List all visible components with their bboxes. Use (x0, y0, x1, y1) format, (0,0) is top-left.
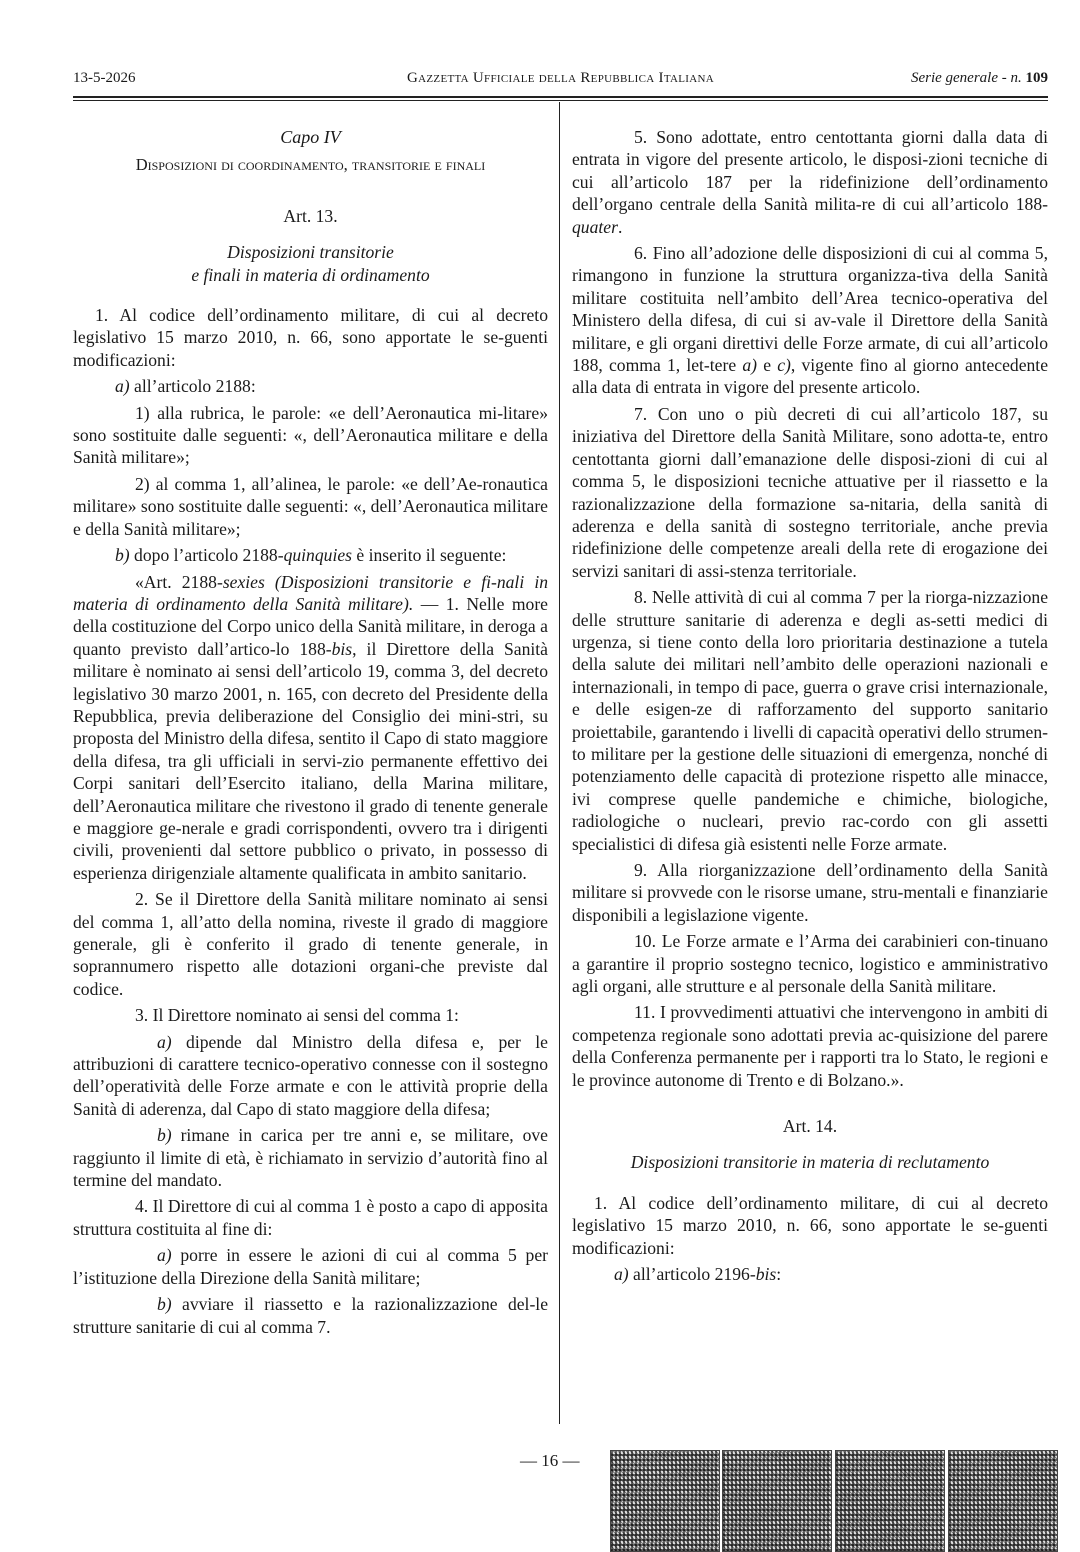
gazette-title: Gazzetta Ufficiale della Repubblica Italiana (407, 70, 714, 86)
paragraph: 1. Al codice dell’ordinamento militare, di cui al decreto legislativo 15 marzo 2010, n. 66, sono apportate le se-guenti modificazioni: (572, 1192, 1048, 1258)
text: . (617, 216, 623, 237)
rubric-line-2: e finali in materia di ordinamento (191, 264, 430, 285)
issue-number: 109 (1025, 70, 1048, 86)
text-italic: quinquies (283, 545, 352, 566)
paragraph: 4. Il Direttore di cui al comma 1 è posto a capo di apposita struttura costituita al fine di: (73, 1196, 548, 1239)
text-italic: bis (755, 1264, 777, 1285)
header-rule-thin (73, 100, 1048, 101)
letter: b) (157, 1125, 172, 1146)
article-14-heading: Art. 14. (782, 1116, 838, 1137)
text: all’articolo 2188: (129, 376, 256, 397)
text: dipende dal Ministro della difesa e, per le attribuzioni di carattere tecnico-operativo connesse con il sostegno dell’operatività delle Forze armate e con le attività proprie della Sanità di aderenza, dal Capo di stato maggiore della difesa; (73, 1031, 548, 1119)
text: avviare il riassetto e la razionalizzazione del-le strutture sanitarie di cui al comma 7. (73, 1294, 548, 1337)
letter: a) (742, 355, 757, 376)
text: porre in essere le azioni di cui al comma 5 per l’istituzione della Direzione della Sanità militare; (73, 1245, 548, 1288)
page-number: — 16 — (520, 1451, 580, 1470)
text: dopo l’articolo 2188- (129, 545, 284, 566)
letter: a) (157, 1245, 172, 1266)
series-label (911, 70, 1048, 87)
text: rimane in carica per tre anni e, se militare, ove raggiunto il limite di età, è richiamato in servizio d’autorità fino al termine del mandato. (73, 1125, 548, 1191)
paragraph: 10. Le Forze armate e l’Arma dei carabinieri con-tinuano a garantire il proprio sostegno tecnico, logistico e amministrativo agli organi, alle strutture e al personale della Sanità militare. (572, 931, 1048, 997)
paragraph: 3. Il Direttore nominato ai sensi del comma 1: (135, 1005, 459, 1026)
paragraph: 1. Al codice dell’ordinamento militare, di cui al decreto legislativo 15 marzo 2010, n. 66, sono apportate le se-guenti modificazioni: (73, 305, 548, 370)
text: 5. Sono adottate, entro centottanta giorni dalla data di entrata in vigore del presente articolo, le disposi-zioni tecniche di cui all’articolo 187 per la ridefinizione dell’ordinamento dell’organo centrale della Sanità milita-re di cui all’articolo 188- (572, 127, 1048, 215)
article-14-rubric: Disposizioni transitorie in materia di reclutamento (630, 1152, 990, 1173)
paragraph: 9. Alla riorganizzazione dell’ordinamento della Sanità militare si provvede con le risorse umane, stru-mentali e finanziarie disponibili a legislazione vigente. (572, 860, 1048, 925)
text: «Art. 2188- (135, 571, 223, 592)
paragraph (73, 544, 548, 566)
paragraph: 2. Se il Direttore della Sanità militare nominato ai sensi del comma 1, all’atto della nomina, riveste il grado di maggiore generale, gli è conferito il grado di tenente generale, in soprannumero rispetto alle dotazioni organi-che previste dal codice. (73, 889, 548, 999)
text: — 1. Nelle more della costituzione del Corpo unico della Sanità militare, in deroga a quanto previsto dall’artico-lo 188- (73, 593, 548, 659)
paragraph (73, 1244, 548, 1289)
letter: b) (115, 545, 130, 566)
letter: a) (157, 1031, 172, 1052)
letter: a) (614, 1264, 629, 1285)
text-italic: quater (572, 216, 618, 237)
paragraph: 11. I provvedimenti attuativi che intervengono in ambiti di competenza regionale sono adottati previa ac-quisizione del parere della Conferenza permanente per i rapporti tra lo Stato, le regioni e le province autonome di Trento e di Bolzano.». (572, 1002, 1048, 1090)
text: all’articolo 2196- (628, 1264, 756, 1285)
text: , il Direttore della Sanità militare è nominato ai sensi dell’articolo 19, comma 3, del decreto legislativo 30 marzo 2001, n. 165, con decreto del Presidente della Repubblica, previa deliberazione del Consiglio dei mini-stri, su proposta del Ministro della difesa, sentito il Capo di stato maggiore della difesa, tra gli ufficiali in servi-zio permanente effettivo dei Corpi sanitari dell’Esercito italiano, della Marina militare, dell’Aeronautica militare che rivestono il grado di tenente generale e maggiore ge-nerale e gradi corrispondenti, ovvero tra i dirigenti civili, provenienti dal settore pubblico o privato, in possesso di esperienza dirigenziale altamente qualificata in ambito sanitario. (73, 638, 548, 883)
header-rule-thick (73, 96, 1048, 98)
text: : (776, 1264, 782, 1285)
chapter-subtitle: Disposizioni di coordinamento, transitorie e finali (135, 155, 486, 175)
datamatrix-code-4 (948, 1450, 1058, 1552)
left-column (73, 126, 548, 1338)
paragraph (572, 242, 1048, 399)
text: è inserito il seguente: (352, 545, 507, 566)
paragraph: 1) alla rubrica, le parole: «e dell’Aeronautica mi-litare» sono sostituite dalle seguenti: «, dell’Aeronautica militare e della Sanità militare»; (73, 402, 548, 468)
gazette-header (73, 70, 1048, 94)
paragraph (572, 1263, 1048, 1285)
text-italic: bis (331, 638, 353, 659)
text: , vigente fino al giorno antecedente alla data di entrata in vigore del presente articolo. (572, 355, 1049, 398)
column-divider (559, 102, 560, 1424)
letter: b) (157, 1294, 172, 1315)
paragraph: 2) al comma 1, all’alinea, le parole: «e dell’Ae-ronautica militare» sono sostituite dalle seguenti: «, dell’Aeronautica militare e della Sanità militare»; (73, 473, 548, 539)
paragraph (73, 1293, 548, 1338)
paragraph (572, 126, 1048, 238)
right-column (572, 126, 1048, 1286)
letter: c) (777, 355, 791, 376)
series-text: Serie generale - n. (910, 70, 1022, 86)
article-13-rubric (73, 241, 548, 286)
datamatrix-code-3 (835, 1450, 945, 1552)
article-13-heading: Art. 13. (283, 205, 338, 226)
paragraph (73, 375, 548, 397)
letter: a) (115, 376, 130, 397)
rubric-line-1: Disposizioni transitorie (227, 242, 394, 263)
paragraph (73, 571, 548, 885)
chapter-title: Capo IV (280, 127, 341, 147)
text: e (757, 355, 778, 376)
datamatrix-code-2 (722, 1450, 832, 1552)
paragraph: 8. Nelle attività di cui al comma 7 per la riorga-nizzazione delle strutture sanitarie di aderenza e degli as-setti medici di urgenza, si tiene conto della loro prioritaria destinazione a tutela della salute dei militari nell’ambito delle operazioni nazionali e internazionali, in tempo di pace, guerra o grave crisi internazionale, e delle esigen-ze di rafforzamento del supporto sanitario proiettabile, garantendo i livelli di capacità operativi dello strumen-to militare per la gestione delle situazioni di emergenza, nonché di potenziamento delle capacità di protezione rispetto alle minacce, ivi comprese quelle pandemiche e chimiche, biologiche, radiologiche o nucleari, previo rac-cordo con gli assetti specialistici di difesa già esistenti nelle Forze armate. (572, 587, 1048, 854)
text-italic: sexies (Disposizioni transitorie e fi-nali in materia di ordinamento della Sanità militare). (73, 571, 549, 614)
issue-date: 13-5-2026 (73, 70, 136, 86)
datamatrix-code-1 (610, 1450, 720, 1552)
paragraph: 7. Con uno o più decreti di cui all’articolo 187, su iniziativa del Direttore della Sanità Militare, sono adotta-te, entro centottanta giorni dall’emanazione delle disposi-zioni di cui al comma 5, le disposizioni tecniche attuative per il riassetto e la razionalizzazione della formazione sa-nitaria, della sanità di aderenza e della sanità di sostegno territoriale, anche previa ridefinizione delle competenze areali della rete di erogazione dei servizi sanitari di assi-stenza territoriale. (572, 403, 1048, 581)
text: 6. Fino all’adozione delle disposizioni di cui al comma 5, rimangono in funzione la struttura organizza-tiva della Sanità militare costituita nell’ambito dell’Area tecnico-operativa del Ministero della difesa, di cui si av-vale il Direttore della Sanità militare, e gli organi direttivi delle Forze armate, di cui all’articolo 188, comma 1, let-tere (572, 243, 1048, 376)
paragraph (73, 1031, 548, 1121)
paragraph (73, 1124, 548, 1191)
